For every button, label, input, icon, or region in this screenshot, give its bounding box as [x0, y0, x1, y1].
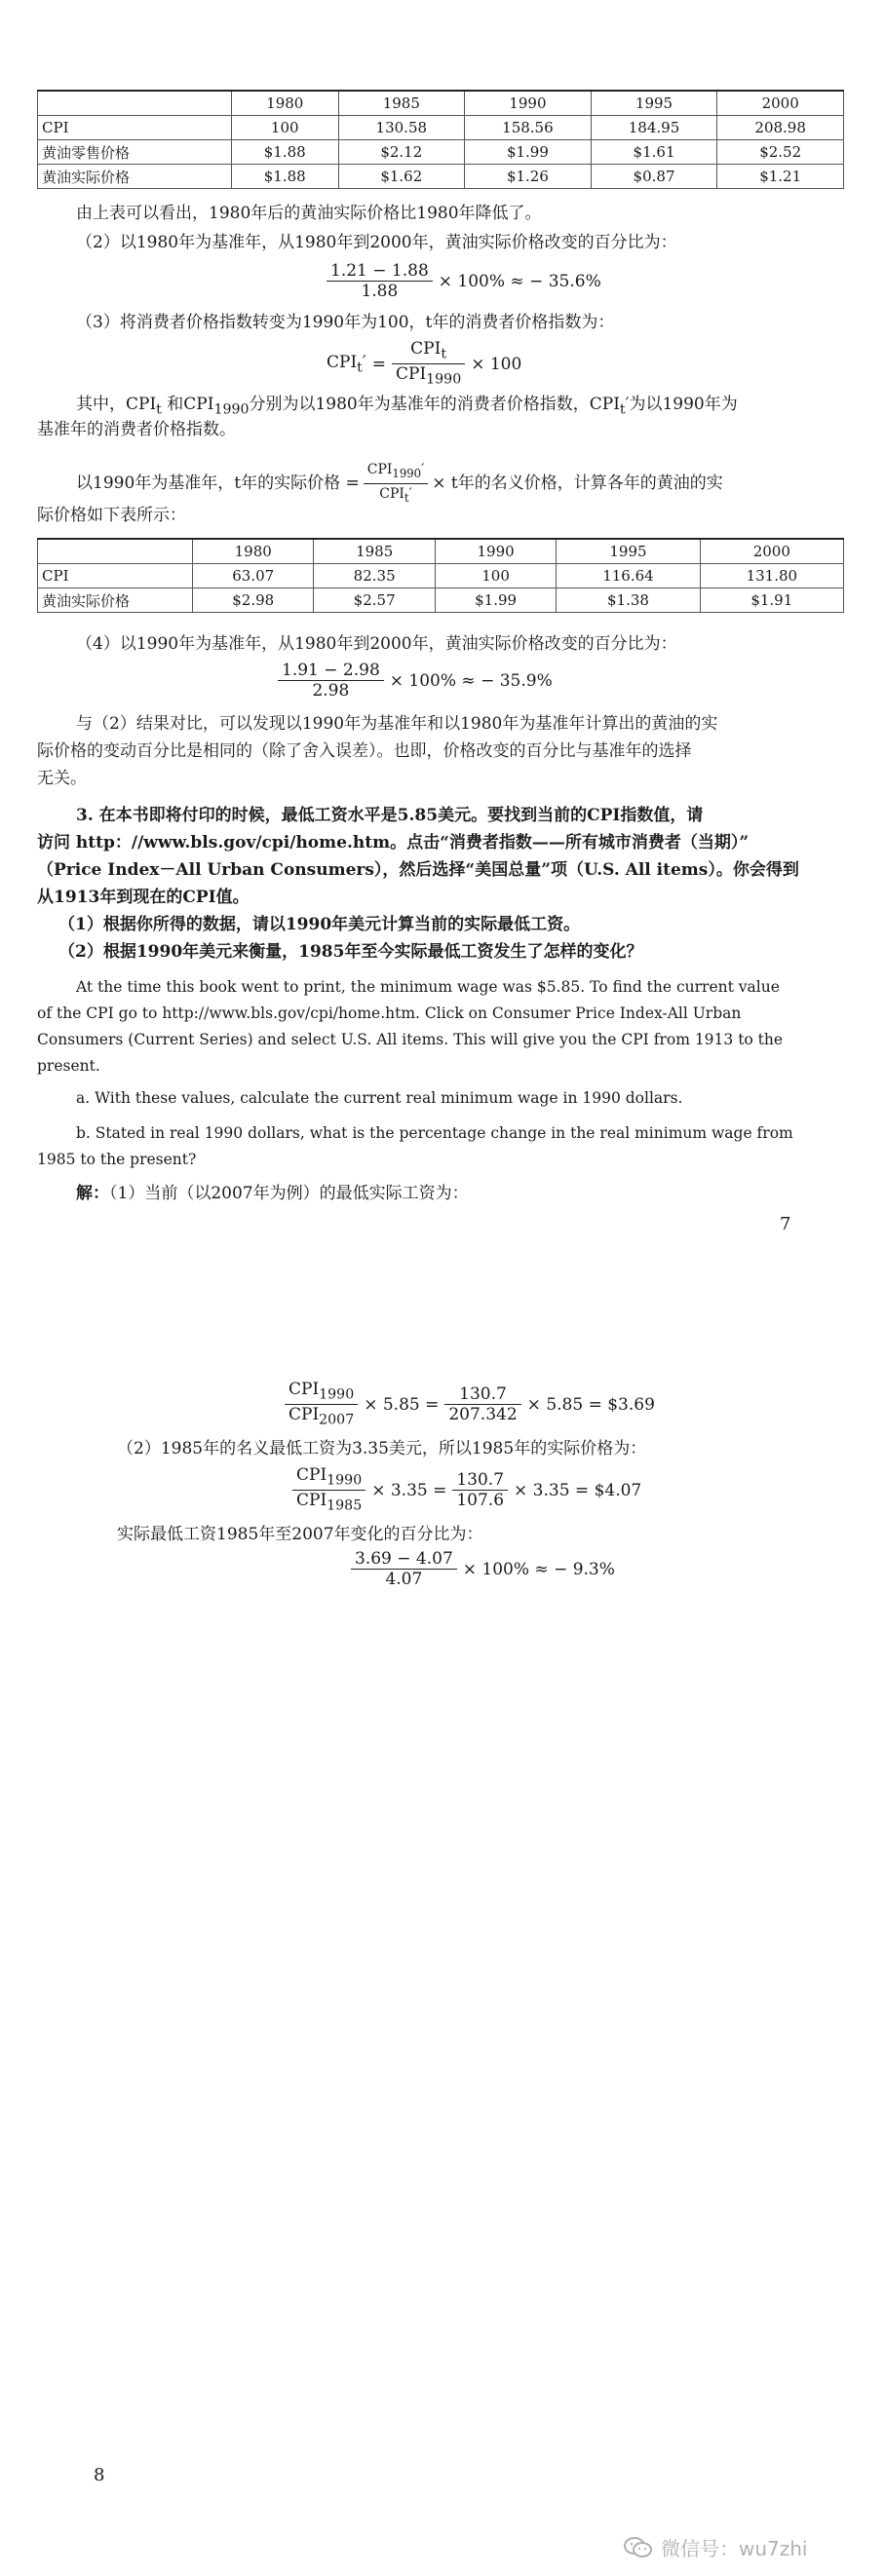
- subscript: 1990: [319, 1386, 355, 1403]
- paragraph: （2）以1980年为基准年，从1980年到2000年，黄油实际价格改变的百分比为：: [76, 233, 677, 252]
- cpi-symbol: CPI: [296, 1491, 327, 1511]
- paragraph-continuation: 无关。: [37, 769, 87, 788]
- text-run: × t年的名义价格，计算各年的黄油的实: [432, 474, 723, 494]
- equation-lhs: [327, 353, 366, 375]
- table-cell: 208.98: [717, 116, 844, 140]
- paragraph-continuation: 际价格如下表所示：: [37, 506, 186, 525]
- numerator: [292, 1465, 366, 1491]
- cpi-symbol: CPI: [396, 364, 427, 385]
- denominator: 207.342: [448, 1405, 518, 1425]
- paragraph: （2）1985年的名义最低工资为3.35美元，所以1985年的实际价格为：: [117, 1439, 647, 1458]
- table-cell: $0.87: [591, 165, 717, 189]
- paragraph: 由上表可以看出，1980年后的黄油实际价格比1980年降低了。: [76, 204, 542, 223]
- table-header-cell: 2000: [700, 539, 843, 564]
- table-header-cell: 2000: [717, 91, 844, 116]
- cpi-symbol: CPI: [289, 1405, 320, 1425]
- subscript: 1990: [392, 466, 422, 480]
- table-cell: $1.26: [465, 165, 592, 189]
- table-cell: $1.21: [717, 165, 844, 189]
- prime: ′: [362, 353, 366, 373]
- text-run: 以1990年为基准年，t年的实际价格 =: [76, 474, 360, 494]
- equals-sign: =: [371, 354, 386, 374]
- paragraph-continuation: 际价格的变动百分比是相同的（除了舍入误差）。也即，价格改变的百分比与基准年的选择: [37, 741, 692, 761]
- cpi-symbol: CPI: [289, 1380, 320, 1399]
- table-header-cell: 1995: [591, 91, 717, 116]
- fraction: [444, 1384, 520, 1424]
- table-cell: CPI: [38, 116, 232, 140]
- question-text: 3. 在本书即将付印的时候，最低工资水平是5.85美元。要找到当前的CPI指数值，请: [76, 806, 704, 825]
- denominator: [285, 1405, 358, 1429]
- paragraph: 实际最低工资1985年至2007年变化的百分比为：: [117, 1525, 483, 1544]
- numerator: [392, 339, 465, 364]
- english-text: 1985 to the present?: [37, 1151, 197, 1168]
- numerator: 1.91 − 2.98: [278, 661, 384, 681]
- equation-mid: × 3.35 =: [371, 1480, 447, 1500]
- equation: [285, 1380, 655, 1430]
- watermark-text: 微信号：wu7zhi: [661, 2537, 808, 2560]
- fraction: [452, 1470, 508, 1510]
- table-header-cell: 1990: [465, 91, 592, 116]
- paragraph: [76, 460, 723, 508]
- watermark: [624, 2533, 808, 2561]
- denominator: [392, 364, 465, 389]
- numerator: 3.69 − 4.07: [351, 1549, 457, 1570]
- equation: [327, 261, 601, 301]
- wechat-icon: [624, 2536, 653, 2559]
- denominator: [364, 484, 429, 508]
- table-cell: 100: [232, 116, 339, 140]
- table-cell: 116.64: [557, 564, 700, 588]
- numerator: [364, 460, 429, 484]
- fraction: [327, 261, 433, 301]
- table-cell: 黄油实际价格: [38, 588, 193, 613]
- fraction: [278, 661, 384, 701]
- table-row: [38, 564, 844, 588]
- fraction: [292, 1465, 366, 1516]
- fraction: [285, 1380, 358, 1430]
- table-cell: 184.95: [591, 116, 717, 140]
- subscript: 2007: [319, 1412, 355, 1428]
- equation: [292, 1465, 641, 1516]
- question-text: （Price Index－All Urban Consumers），然后选择“美国总量”项（U.S. All items）。你会得到: [37, 860, 799, 880]
- table-header-cell: 1980: [193, 539, 314, 564]
- paragraph-continuation: 基准年的消费者价格指数。: [37, 420, 236, 439]
- english-text: Consumers (Current Series) and select U.S. All items. This will give you the CPI from 1913 to the: [37, 1031, 784, 1048]
- denominator: 1.88: [361, 282, 399, 301]
- table-cell: $2.57: [314, 588, 435, 613]
- denominator: [292, 1491, 366, 1515]
- equation-rest: × 100% ≈ − 35.9%: [389, 670, 553, 691]
- page-number: 7: [780, 1214, 791, 1234]
- real-butter-price-table: [37, 538, 844, 613]
- table-cell: $2.98: [193, 588, 314, 613]
- table-cell: $1.88: [232, 165, 339, 189]
- page-number: 8: [94, 2465, 105, 2485]
- prime: ′: [421, 462, 425, 477]
- table-cell: $1.91: [700, 588, 843, 613]
- cpi-symbol: CPI: [379, 485, 404, 502]
- equation-rest: × 100% ≈ − 9.3%: [462, 1559, 615, 1579]
- equation: [278, 661, 553, 701]
- denominator: 2.98: [312, 681, 350, 701]
- english-text: At the time this book went to print, the minimum wage was $5.85. To find the current value: [76, 978, 780, 996]
- equation-mid: × 5.85 =: [364, 1394, 440, 1415]
- text-run: 其中，CPI: [76, 395, 157, 414]
- table-header-cell: 1985: [338, 91, 465, 116]
- equation-rest: × 3.35 = $4.07: [514, 1480, 642, 1500]
- subscript: 1985: [327, 1497, 363, 1514]
- table-header-cell: [38, 539, 193, 564]
- table-cell: 黄油实际价格: [38, 165, 232, 189]
- equation-rest: × 100% ≈ − 35.6%: [438, 271, 601, 291]
- table-cell: $2.52: [717, 140, 844, 165]
- equation-rest: × 100: [471, 354, 522, 374]
- table-cell: 158.56: [465, 116, 592, 140]
- solution-text: （1）当前（以2007年为例）的最低实际工资为：: [109, 1184, 469, 1203]
- table-header-cell: 1980: [232, 91, 339, 116]
- question-text: 从1913年到现在的CPI值。: [37, 888, 250, 907]
- numerator: [285, 1380, 358, 1405]
- solution-line: [76, 1181, 469, 1206]
- butter-price-table: [37, 90, 844, 189]
- text-run: 分别为以1980年为基准年的消费者价格指数，CPI: [249, 395, 620, 414]
- subscript: 1990: [426, 371, 462, 388]
- equation: [351, 1549, 615, 1589]
- cpi-symbol: CPI: [296, 1465, 327, 1485]
- table-cell: $1.62: [338, 165, 465, 189]
- fraction: [392, 339, 465, 390]
- numerator: 130.7: [444, 1384, 520, 1405]
- equation: [327, 339, 521, 390]
- fraction: [351, 1549, 457, 1589]
- paragraph: （4）以1990年为基准年，从1980年到2000年，黄油实际价格改变的百分比为：: [76, 634, 677, 654]
- english-text: of the CPI go to http://www.bls.gov/cpi/home.htm. Click on Consumer Price Index-All Urban: [37, 1004, 742, 1022]
- cpi-symbol: CPI: [410, 339, 442, 359]
- table-header-row: [38, 91, 844, 116]
- fraction: [364, 460, 429, 508]
- table-cell: $1.38: [557, 588, 700, 613]
- table-cell: $1.99: [435, 588, 556, 613]
- subscript: t: [619, 401, 626, 418]
- subscript: t: [357, 360, 363, 376]
- table-cell: 131.80: [700, 564, 843, 588]
- subscript: t: [441, 346, 447, 362]
- prime: ′: [408, 485, 412, 502]
- table-header-cell: 1990: [435, 539, 556, 564]
- table-cell: 82.35: [314, 564, 435, 588]
- cpi-symbol: CPI: [327, 353, 358, 373]
- table-cell: 黄油零售价格: [38, 140, 232, 165]
- text-run: 和CPI: [161, 395, 214, 414]
- paragraph: 与（2）结果对比，可以发现以1990年为基准年和以1980年为基准年计算出的黄油的实: [76, 714, 718, 734]
- table-cell: $2.12: [338, 140, 465, 165]
- table-cell: $1.99: [465, 140, 592, 165]
- table-cell: CPI: [38, 564, 193, 588]
- table-row: [38, 140, 844, 165]
- table-cell: 63.07: [193, 564, 314, 588]
- question-text: 访问 http：//www.bls.gov/cpi/home.htm。点击“消费者指数——所有城市消费者（当期）”: [37, 833, 750, 852]
- text-run: ′为以1990年为: [625, 395, 738, 414]
- table-header-cell: 1995: [557, 539, 700, 564]
- denominator: 4.07: [385, 1570, 423, 1589]
- question-part: （2）根据1990年美元来衡量，1985年至今实际最低工资发生了怎样的变化？: [58, 942, 643, 962]
- table-cell: $1.61: [591, 140, 717, 165]
- equation-rest: × 5.85 = $3.69: [526, 1394, 655, 1415]
- paragraph: （3）将消费者价格指数转变为1990年为100，t年的消费者价格指数为：: [76, 313, 615, 332]
- subscript: t: [404, 490, 409, 505]
- english-text: b. Stated in real 1990 dollars, what is the percentage change in the real minimum wage from: [76, 1124, 793, 1142]
- table-row: [38, 165, 844, 189]
- table-row: [38, 588, 844, 613]
- subscript: 1990: [213, 401, 250, 418]
- subscript: t: [156, 401, 162, 418]
- table-header-cell: [38, 91, 232, 116]
- table-header-row: [38, 539, 844, 564]
- table-cell: $1.88: [232, 140, 339, 165]
- table-cell: 130.58: [338, 116, 465, 140]
- table-cell: 100: [435, 564, 556, 588]
- table-row: [38, 116, 844, 140]
- numerator: 1.21 − 1.88: [327, 261, 433, 282]
- subscript: 1990: [327, 1472, 363, 1489]
- english-text: present.: [37, 1057, 100, 1075]
- numerator: 130.7: [452, 1470, 508, 1491]
- cpi-symbol: CPI: [366, 462, 393, 477]
- solution-label: 解：: [76, 1184, 109, 1203]
- denominator: 107.6: [456, 1491, 505, 1511]
- question-part: （1）根据你所得的数据，请以1990年美元计算当前的实际最低工资。: [58, 915, 581, 934]
- table-header-cell: 1985: [314, 539, 435, 564]
- english-text: a. With these values, calculate the current real minimum wage in 1990 dollars.: [76, 1089, 683, 1107]
